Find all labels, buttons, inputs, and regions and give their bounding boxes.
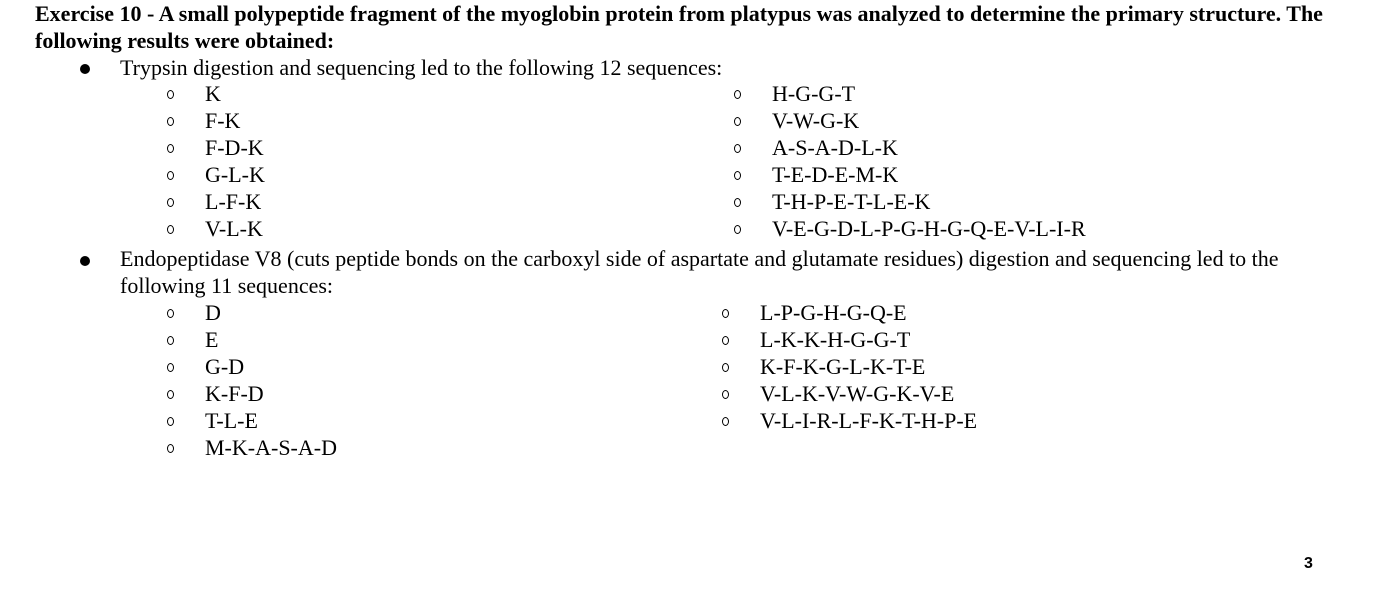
bullet-icon [80, 256, 90, 266]
v8-intro: Endopeptidase V8 (cuts peptide bonds on the carboxyl side of aspartate and glutamate residues) digestion and sequencing led to the following 11 sequences: [120, 246, 1279, 298]
circle-bullet-icon [734, 198, 741, 207]
circle-bullet-icon [167, 309, 174, 318]
circle-bullet-icon [167, 144, 174, 153]
circle-bullet-icon [722, 309, 729, 318]
circle-bullet-icon [167, 363, 174, 372]
page-number: 3 [1304, 555, 1313, 572]
bullet-icon [80, 64, 90, 74]
circle-bullet-icon [722, 417, 729, 426]
circle-bullet-icon [167, 444, 174, 453]
circle-bullet-icon [734, 144, 741, 153]
circle-bullet-icon [167, 171, 174, 180]
exercise-heading: Exercise 10 - A small polypeptide fragment of the myoglobin protein from platypus was analyzed to determine the primary structure. The following results were obtained: [35, 1, 1323, 53]
trypsin-intro: Trypsin digestion and sequencing led to the following 12 sequences: [120, 55, 723, 80]
circle-bullet-icon [167, 336, 174, 345]
circle-bullet-icon [734, 117, 741, 126]
circle-bullet-icon [722, 363, 729, 372]
circle-bullet-icon [167, 390, 174, 399]
circle-bullet-icon [722, 390, 729, 399]
circle-bullet-icon [722, 336, 729, 345]
circle-bullet-icon [167, 198, 174, 207]
circle-bullet-icon [734, 90, 741, 99]
circle-bullet-icon [734, 171, 741, 180]
circle-bullet-icon [167, 90, 174, 99]
circle-bullet-icon [167, 417, 174, 426]
circle-bullet-icon [167, 225, 174, 234]
circle-bullet-icon [734, 225, 741, 234]
circle-bullet-icon [167, 117, 174, 126]
